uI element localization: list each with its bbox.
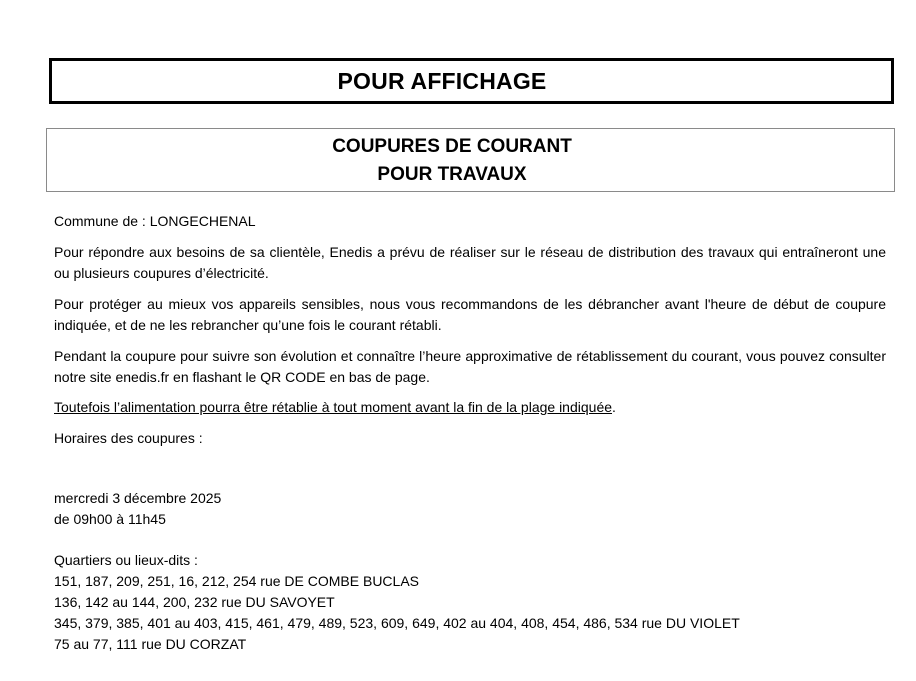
banner-title: POUR AFFICHAGE [337, 68, 547, 94]
commune-line: Commune de : LONGECHENAL [54, 213, 256, 229]
subject-title-line-2: POUR TRAVAUX [377, 164, 527, 185]
schedule-label: Horaires des coupures : [54, 430, 203, 446]
area-item: 136, 142 au 144, 200, 232 rue DU SAVOYET [54, 594, 335, 610]
area-item: 75 au 77, 111 rue DU CORZAT [54, 636, 247, 652]
outage-date: mercredi 3 décembre 2025 [54, 490, 222, 506]
paragraph-protect-devices: Pour protéger au mieux vos appareils sensibles, nous vous recommandons de les débrancher avant l'heure de début de coupure indiquée, et de ne les rebrancher qu’une fois le courant rétabli. [54, 296, 886, 333]
area-item: 345, 379, 385, 401 au 403, 415, 461, 479, 489, 523, 609, 649, 402 au 404, 408, 454, 486, 534 rue DU VIOLET [54, 615, 740, 631]
paragraph-works: Pour répondre aux besoins de sa clientèle, Enedis a prévu de réaliser sur le réseau de distribution des travaux qui entraîneront une ou plusieurs coupures d’électricité. [54, 244, 886, 281]
warning-line [54, 397, 886, 418]
subject-box [46, 128, 895, 192]
paragraph-follow-outage: Pendant la coupure pour suivre son évolution et connaître l’heure approximative de rétablissement du courant, vous pouvez consulter notre site enedis.fr en flashant le QR CODE en bas de page. [54, 348, 886, 385]
subject-title-line-1: COUPURES DE COURANT [332, 136, 572, 157]
area-item: 151, 187, 209, 251, 16, 212, 254 rue DE COMBE BUCLAS [54, 573, 419, 589]
display-banner [49, 58, 894, 104]
outage-time: de 09h00 à 11h45 [54, 511, 166, 527]
areas-label: Quartiers ou lieux-dits : [54, 552, 198, 568]
warning-period: . [612, 399, 616, 415]
warning-text: Toutefois l’alimentation pourra être rétablie à tout moment avant la fin de la plage indiquée [54, 399, 613, 415]
